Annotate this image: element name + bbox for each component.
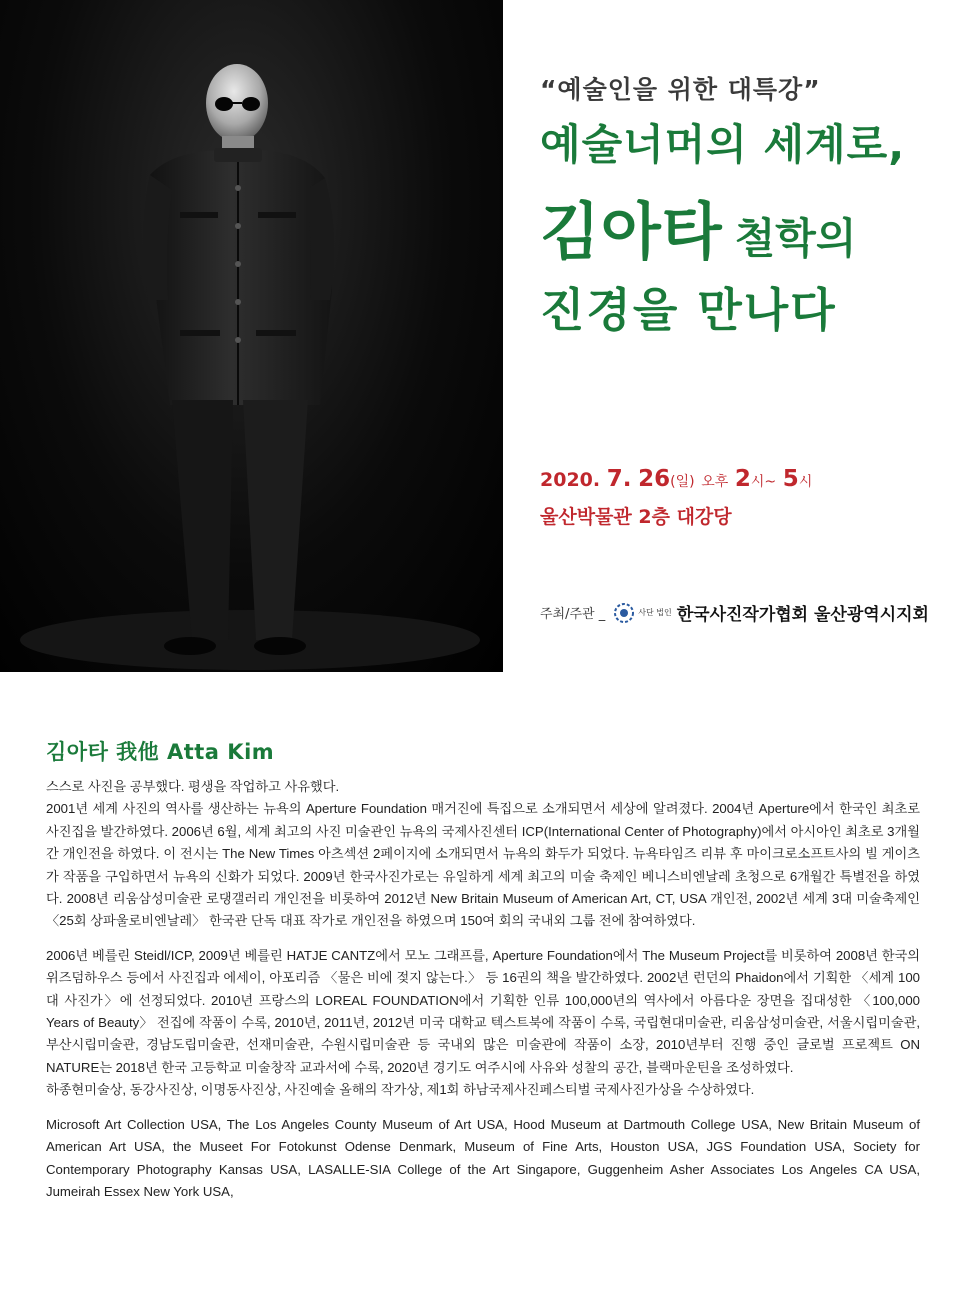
- association-logo-icon: [613, 602, 635, 624]
- bio-paragraph: 하종현미술상, 동강사진상, 이명동사진상, 사진예술 올해의 작가상, 제1회 하남국제사진페스티벌 국제사진가상을 수상하였다.: [46, 1082, 755, 1098]
- title-line-3: 진경을 만나다: [540, 283, 837, 337]
- portrait-figure: [0, 0, 503, 672]
- time-start: 2: [734, 466, 751, 492]
- bio-paragraph: 스스로 사진을 공부했다. 평생을 작업하고 사유했다.: [46, 779, 340, 794]
- host-line: [540, 600, 929, 625]
- title-line-2: [540, 182, 856, 271]
- association-emblem-text: 사단 법인: [638, 608, 672, 617]
- host-organization: 한국사진작가협회 울산광역시지회: [676, 605, 929, 625]
- bio-body: [46, 776, 920, 1203]
- date-weekday: (일): [670, 474, 695, 490]
- date-day: 26: [638, 466, 671, 492]
- association-emblem: [613, 602, 671, 624]
- time-unit-1: 시~: [750, 474, 777, 490]
- lecture-subtitle: “예술인을 위한 대특강”: [540, 75, 821, 104]
- bio-paragraph: Microsoft Art Collection USA, The Los Angeles County Museum of Art USA, Hood Museum at Dartmouth College USA, New Britain Museum of American Art USA, the Museet For Fotokunst Odense Denmark, Museum of Fine Arts, Houston USA, JGS Foundation USA, Society for Contemporary Photography Kansas USA, LASALLE-SIA College of the Art Singapore, Guggenheim Asher Associates Los Angeles CA USA, Jumeirah Essex New York USA,: [46, 1116, 920, 1199]
- title-line-2-rest: 철학의: [734, 214, 857, 263]
- bio-paragraph: 2001년 세계 사진의 역사를 생산하는 뉴욕의 Aperture Foundation 매거진에 특집으로 소개되면서 세상에 알려졌다. 2004년 Aperture에서 한국인 최초로 사진집을 발간하였다. 2006년 6월, 세계 최고의 사진 미술관인 뉴욕의 국제사진센터 ICP(International Center of Photography)에서 아시아인 최초로 3개월간 개인전을 하였다. 이 전시는 The New Times 아츠섹션 2페이지에 소개되면서 뉴욕의 화두가 되었다. 뉴욕타임즈 리뷰 후 마이크로소프트사의 빌 게이츠가 작품을 구입하면서 뉴욕의 신화가 되었다. 2009년 한국사진가로는 유일하게 세계 최고의 미술 축제인 베니스비엔날레 초청으로 6개월간 특별전을 하였다. 2008년 리움삼성미술관 로댕갤러리 개인전을 비롯하여 2012년 New Britain Museum of American Art, CT, USA 개인전, 2002년 세계 3대 미술축제인 〈25회 상파울로비엔날레〉 한국관 단독 대표 작가로 개인전을 하였으며 150여 회의 국내외 그룹 전에 참여하였다.: [46, 801, 920, 929]
- time-unit-2: 시: [798, 474, 813, 490]
- title-line-1: 예술너머의 세계로,: [540, 120, 906, 169]
- portrait-photo: [0, 0, 503, 672]
- event-venue: 울산박물관 2층 대강당: [540, 506, 732, 528]
- host-label: 주최/주관 _: [540, 607, 606, 622]
- date-month: 7.: [606, 466, 632, 492]
- time-end: 5: [782, 466, 799, 492]
- bio-heading: 김아타 我他 Atta Kim: [46, 740, 275, 764]
- bio-paragraph: 2006년 베를린 Steidl/ICP, 2009년 베를린 HATJE CANTZ에서 모노 그래프를, Aperture Foundation에서 The Museum Project를 비롯하여 2008년 한국의 위즈덤하우스 등에서 사진집과 에세이, 아포리즘 〈물은 비에 젖지 않는다.〉 등 16권의 책을 발간하였다. 2002년 런던의 Phaidon에서 기획한 〈세계 100대 사진가〉에 선정되었다. 2010년 프랑스의 LOREAL FOUNDATION에서 기획한 인류 100,000년의 역사에서 아름다운 장면을 집대성한 〈100,000 Years of Beauty〉 전집에 작품이 수록, 2010년, 2011년, 2012년 미국 대학교 텍스트북에 작품이 수록, 국립현대미술관, 리움삼성미술관, 서울시립미술관, 부산시립미술관, 경남도립미술관, 선재미술관, 수원시립미술관 등 국내외 많은 미술관에 작품이 소장, 2010년부터 진행 중인 글로벌 프로젝트 ON NATURE는 2018년 한국 고등학교 미술창작 교과서에 수록, 2020년 경기도 여주시에 사유와 성찰의 공간, 블랙마운틴을 조성하였다.: [46, 947, 920, 1075]
- event-date: [540, 466, 812, 492]
- date-ampm: 오후: [701, 474, 729, 490]
- date-year: 2020.: [540, 469, 601, 491]
- title-artist-name: 김아타: [540, 195, 723, 268]
